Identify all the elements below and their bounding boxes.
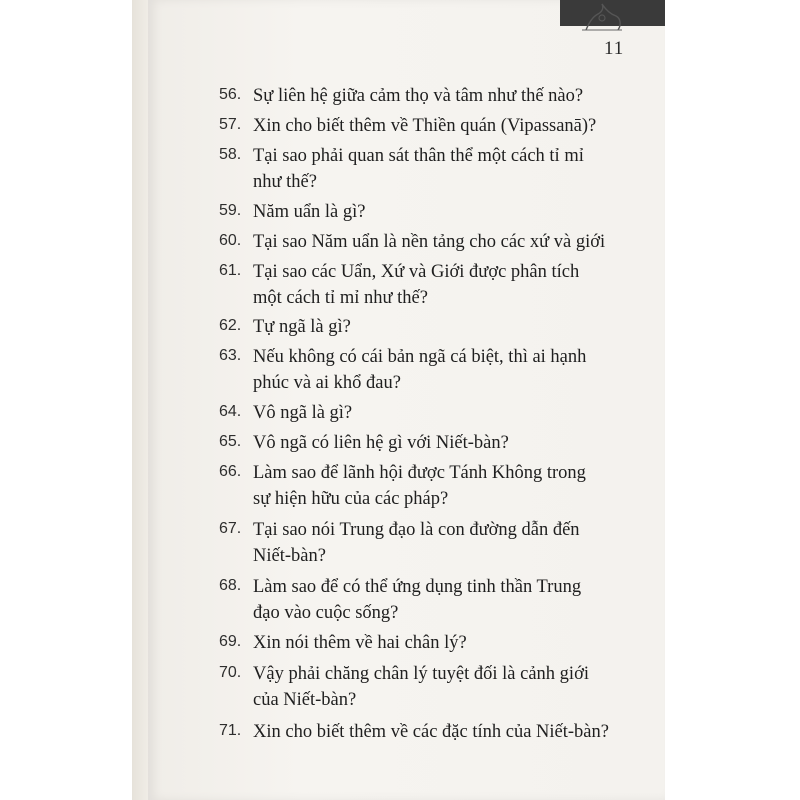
question-text: Tại sao các Uẩn, Xứ và Giới được phân tích xyxy=(253,262,580,282)
question-text: Năm uẩn là gì? xyxy=(253,202,366,222)
question-text: Xin nói thêm về hai chân lý? xyxy=(253,633,467,653)
question-text: Sự liên hệ giữa cảm thọ và tâm như thế nào? xyxy=(253,86,584,106)
question-text: Làm sao để có thể ứng dụng tinh thần Trung xyxy=(253,577,582,597)
question-number: 64. xyxy=(219,403,242,420)
question-text: Tự ngã là gì? xyxy=(253,317,351,337)
question-number: 67. xyxy=(219,520,242,537)
question-number: 57. xyxy=(219,116,242,133)
question-number: 60. xyxy=(219,232,242,249)
question-number: 66. xyxy=(219,463,242,480)
question-number: 65. xyxy=(219,433,242,450)
question-text: Niết-bàn? xyxy=(253,546,326,566)
question-text: Tại sao nói Trung đạo là con đường dẫn đến xyxy=(253,520,580,540)
question-number: 71. xyxy=(219,722,242,739)
question-number: 69. xyxy=(219,633,242,650)
question-number: 56. xyxy=(219,86,242,103)
question-number: 63. xyxy=(219,347,242,364)
question-number: 62. xyxy=(219,317,242,334)
question-text: phúc và ai khổ đau? xyxy=(253,373,401,393)
question-number: 58. xyxy=(219,146,242,163)
question-text: Tại sao phải quan sát thân thể một cách tỉ mỉ xyxy=(253,146,584,166)
question-text: đạo vào cuộc sống? xyxy=(253,603,399,623)
question-text: Làm sao để lãnh hội được Tánh Không trong xyxy=(253,463,586,483)
question-text: Vô ngã là gì? xyxy=(253,403,353,423)
question-text: sự hiện hữu của các pháp? xyxy=(253,489,449,509)
question-number: 70. xyxy=(219,664,242,681)
question-text: Xin cho biết thêm về Thiền quán (Vipassanā)? xyxy=(253,116,597,136)
question-text: Vô ngã có liên hệ gì với Niết-bàn? xyxy=(253,433,509,453)
question-text: của Niết-bàn? xyxy=(253,690,357,710)
question-text: như thế? xyxy=(253,172,317,192)
question-number: 61. xyxy=(219,262,242,279)
question-number: 68. xyxy=(219,577,242,594)
question-text: một cách tỉ mỉ như thế? xyxy=(253,288,428,308)
question-text: Nếu không có cái bản ngã cá biệt, thì ai hạnh xyxy=(253,347,587,367)
question-text: Vậy phải chăng chân lý tuyệt đối là cảnh giới xyxy=(253,664,589,684)
question-text: Tại sao Năm uẩn là nền tảng cho các xứ và giới xyxy=(253,232,606,252)
question-text: Xin cho biết thêm về các đặc tính của Niết-bàn? xyxy=(253,722,609,742)
page-number: 11 xyxy=(604,38,625,59)
question-number: 59. xyxy=(219,202,242,219)
